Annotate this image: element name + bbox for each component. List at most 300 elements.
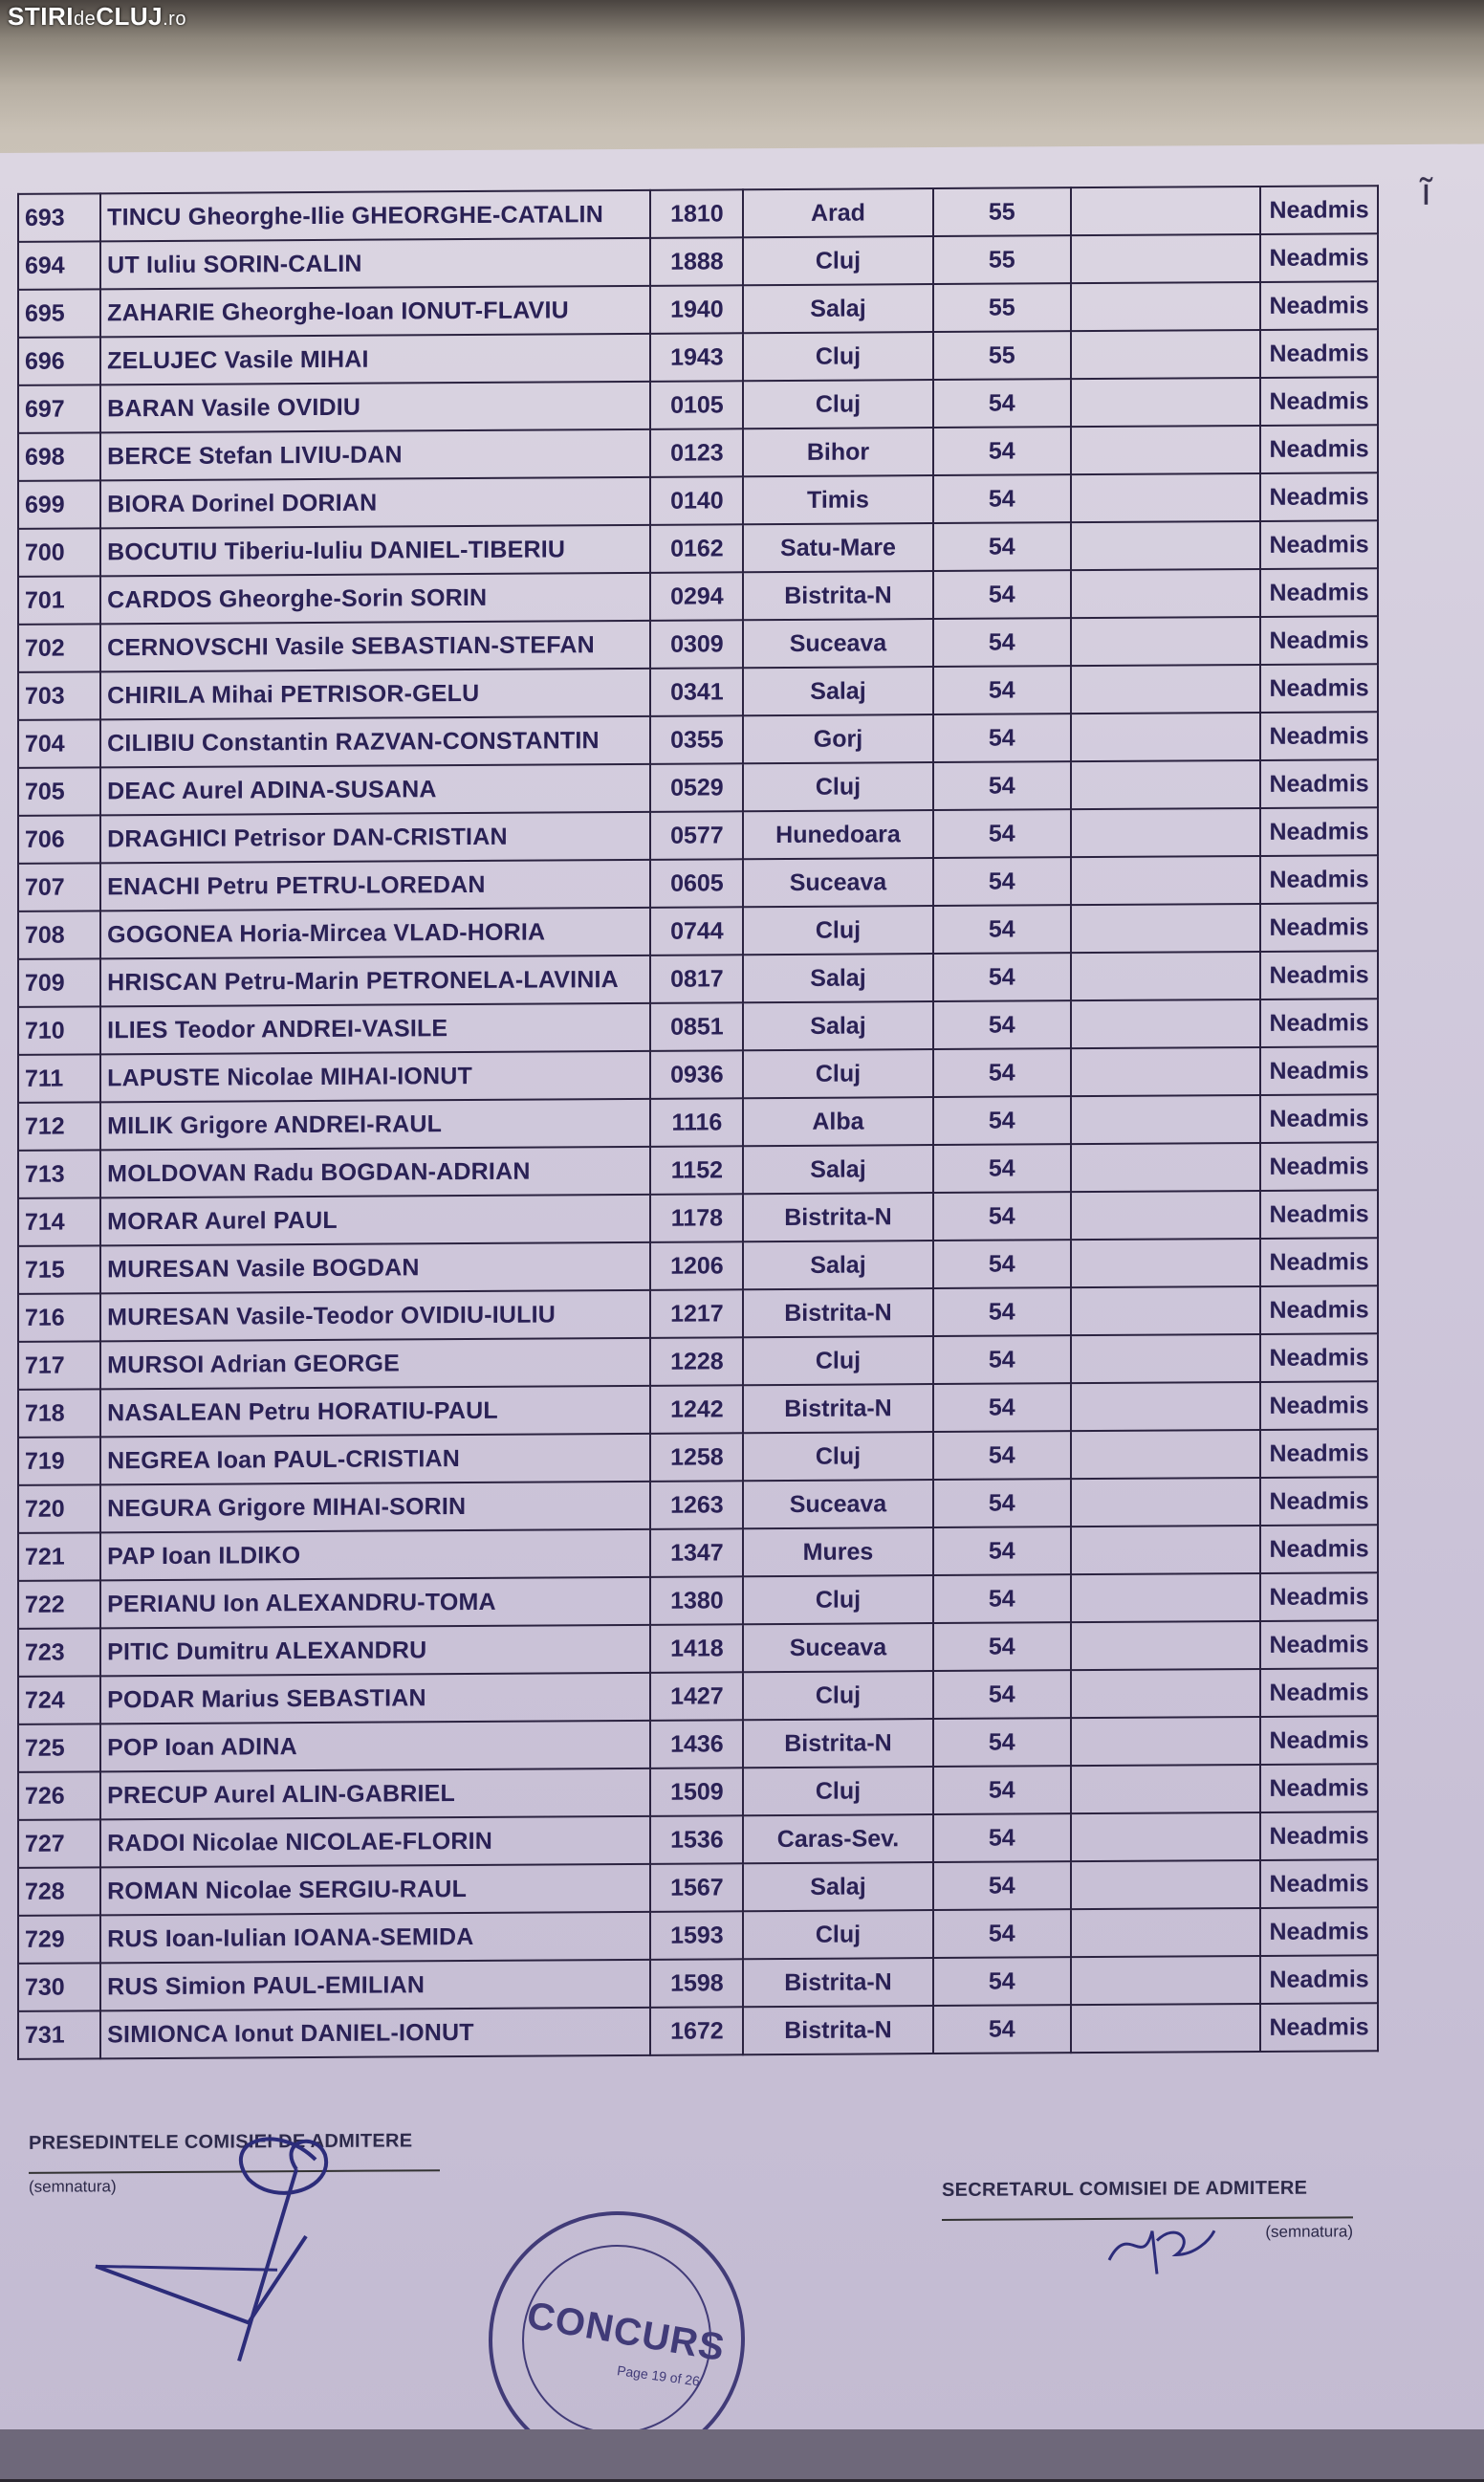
- table-row: [18, 712, 1378, 768]
- county-cell: Alba: [743, 1097, 932, 1146]
- score-cell: 54: [933, 761, 1071, 810]
- score-cell: 54: [933, 2005, 1071, 2054]
- county-cell: Suceava: [743, 1480, 932, 1528]
- empty-cell: [1071, 1860, 1260, 1909]
- stamp-word: CONCURS: [523, 2294, 729, 2370]
- candidate-name-cell: MOLDOVAN Radu BOGDAN-ADRIAN: [100, 1147, 650, 1198]
- score-cell: 54: [933, 1670, 1071, 1719]
- status-cell: Neadmis: [1260, 759, 1378, 808]
- watermark-stiri: STIRI: [8, 2, 74, 31]
- candidate-name-cell: ILIES Teodor ANDREI-VASILE: [100, 1003, 650, 1055]
- status-cell: Neadmis: [1260, 1142, 1378, 1191]
- candidate-code-cell: 1228: [650, 1337, 743, 1386]
- score-cell: 54: [933, 1957, 1071, 2006]
- county-cell: Cluj: [743, 332, 932, 381]
- candidate-code-cell: 1380: [650, 1576, 743, 1625]
- candidate-name-cell: PRECUP Aurel ALIN-GABRIEL: [100, 1768, 650, 1820]
- status-cell: Neadmis: [1260, 472, 1378, 521]
- table-row: [18, 472, 1378, 529]
- candidate-code-cell: 1258: [650, 1433, 743, 1482]
- score-cell: 54: [933, 857, 1071, 906]
- empty-cell: [1071, 473, 1260, 522]
- empty-cell: [1071, 187, 1260, 235]
- county-cell: Cluj: [743, 906, 932, 955]
- status-cell: Neadmis: [1260, 807, 1378, 856]
- row-number-cell: 731: [18, 2010, 100, 2059]
- candidate-code-cell: 1152: [650, 1146, 743, 1195]
- table-row: [18, 1094, 1378, 1151]
- row-number-cell: 725: [18, 1724, 100, 1772]
- score-cell: 54: [933, 1383, 1071, 1432]
- table-row: [18, 1907, 1378, 1964]
- candidate-name-cell: BOCUTIU Tiberiu-Iuliu DANIEL-TIBERIU: [100, 525, 650, 577]
- status-cell: Neadmis: [1260, 1477, 1378, 1526]
- row-number-cell: 698: [18, 432, 100, 481]
- row-number-cell: 705: [18, 767, 100, 816]
- candidate-name-cell: HRISCAN Petru-Marin PETRONELA-LAVINIA: [100, 955, 650, 1007]
- empty-cell: [1071, 1191, 1260, 1240]
- score-cell: 54: [933, 1574, 1071, 1623]
- status-cell: Neadmis: [1260, 616, 1378, 665]
- status-cell: Neadmis: [1260, 425, 1378, 473]
- row-number-cell: 710: [18, 1006, 100, 1055]
- table-row: [18, 664, 1378, 720]
- results-table-body: [18, 186, 1378, 2059]
- score-cell: 54: [933, 1192, 1071, 1241]
- score-cell: 54: [933, 1000, 1071, 1049]
- president-title: PRESEDINTELE COMISIEI DE ADMITERE: [29, 2130, 413, 2154]
- county-cell: Bihor: [743, 428, 932, 476]
- candidate-name-cell: BERCE Stefan LIVIU-DAN: [100, 429, 650, 481]
- candidate-name-cell: LAPUSTE Nicolae MIHAI-IONUT: [100, 1051, 650, 1103]
- candidate-code-cell: 1943: [650, 333, 743, 382]
- empty-cell: [1071, 1430, 1260, 1479]
- county-cell: Salaj: [743, 667, 932, 715]
- table-row: [18, 329, 1378, 385]
- candidate-code-cell: 1418: [650, 1624, 743, 1673]
- secretary-title: SECRETARUL COMISIEI DE ADMITERE: [942, 2177, 1308, 2201]
- row-number-cell: 699: [18, 480, 100, 529]
- empty-cell: [1071, 713, 1260, 761]
- county-cell: Cluj: [743, 1575, 932, 1624]
- row-number-cell: 713: [18, 1150, 100, 1198]
- score-cell: 54: [933, 474, 1071, 523]
- row-number-cell: 694: [18, 241, 100, 290]
- table-row: [18, 1620, 1378, 1677]
- row-number-cell: 709: [18, 958, 100, 1007]
- score-cell: 54: [933, 1240, 1071, 1288]
- score-cell: 54: [933, 379, 1071, 428]
- row-number-cell: 719: [18, 1437, 100, 1485]
- county-cell: Hunedoara: [743, 810, 932, 859]
- score-cell: 54: [933, 953, 1071, 1001]
- candidate-code-cell: 0577: [650, 811, 743, 860]
- row-number-cell: 714: [18, 1197, 100, 1246]
- empty-cell: [1071, 904, 1260, 953]
- status-cell: Neadmis: [1260, 1525, 1378, 1573]
- candidate-code-cell: 0140: [650, 476, 743, 525]
- empty-cell: [1071, 330, 1260, 379]
- candidate-code-cell: 0309: [650, 620, 743, 669]
- row-number-cell: 703: [18, 671, 100, 720]
- status-cell: Neadmis: [1260, 1812, 1378, 1860]
- candidate-code-cell: 1263: [650, 1481, 743, 1529]
- row-number-cell: 706: [18, 815, 100, 864]
- empty-cell: [1071, 760, 1260, 809]
- county-cell: Satu-Mare: [743, 523, 932, 572]
- row-number-cell: 697: [18, 384, 100, 433]
- county-cell: Salaj: [743, 1862, 932, 1911]
- status-cell: Neadmis: [1260, 1859, 1378, 1908]
- empty-cell: [1071, 282, 1260, 331]
- row-number-cell: 712: [18, 1102, 100, 1151]
- status-cell: Neadmis: [1260, 1190, 1378, 1239]
- table-row: [18, 1046, 1378, 1103]
- score-cell: 54: [933, 618, 1071, 667]
- table-row: [18, 186, 1378, 242]
- score-cell: 55: [933, 331, 1071, 380]
- empty-cell: [1071, 1621, 1260, 1670]
- document-sheet: [0, 144, 1484, 2444]
- status-cell: Neadmis: [1260, 903, 1378, 952]
- row-number-cell: 707: [18, 863, 100, 912]
- candidate-code-cell: 0123: [650, 428, 743, 477]
- score-cell: 55: [933, 187, 1071, 236]
- score-cell: 54: [933, 1335, 1071, 1384]
- row-number-cell: 704: [18, 719, 100, 768]
- empty-cell: [1071, 1717, 1260, 1766]
- table-row: [18, 1429, 1378, 1485]
- status-cell: Neadmis: [1260, 951, 1378, 999]
- candidate-code-cell: 1567: [650, 1863, 743, 1912]
- county-cell: Arad: [743, 188, 932, 237]
- empty-cell: [1071, 1239, 1260, 1287]
- candidate-name-cell: ZAHARIE Gheorghe-Ioan IONUT-FLAVIU: [100, 286, 650, 338]
- candidate-name-cell: BARAN Vasile OVIDIU: [100, 382, 650, 433]
- candidate-code-cell: 1116: [650, 1098, 743, 1147]
- empty-cell: [1071, 1812, 1260, 1861]
- status-cell: Neadmis: [1260, 233, 1378, 282]
- table-row: [18, 855, 1378, 912]
- candidate-name-cell: CARDOS Gheorghe-Sorin SORIN: [100, 573, 650, 625]
- table-row: [18, 233, 1378, 290]
- candidate-code-cell: 1178: [650, 1194, 743, 1242]
- table-row: [18, 999, 1378, 1055]
- county-cell: Gorj: [743, 714, 932, 763]
- candidate-code-cell: 0936: [650, 1050, 743, 1099]
- score-cell: 54: [933, 1048, 1071, 1097]
- empty-cell: [1071, 952, 1260, 1000]
- table-row: [18, 425, 1378, 481]
- row-number-cell: 724: [18, 1676, 100, 1724]
- score-cell: 54: [933, 1431, 1071, 1480]
- president-signature-caption: (semnatura): [29, 2177, 117, 2196]
- row-number-cell: 717: [18, 1341, 100, 1390]
- table-row: [18, 1190, 1378, 1246]
- row-number-cell: 693: [18, 193, 100, 242]
- row-number-cell: 727: [18, 1819, 100, 1868]
- candidate-code-cell: 1888: [650, 237, 743, 286]
- secretary-signature-caption: (semnatura): [1265, 2222, 1353, 2241]
- county-cell: Cluj: [743, 1910, 932, 1959]
- status-cell: Neadmis: [1260, 1238, 1378, 1286]
- row-number-cell: 696: [18, 337, 100, 385]
- county-cell: Bistrita-N: [743, 571, 932, 620]
- candidate-code-cell: 1810: [650, 189, 743, 238]
- candidate-code-cell: 1436: [650, 1720, 743, 1768]
- table-row: [18, 1381, 1378, 1438]
- score-cell: 54: [933, 1813, 1071, 1862]
- empty-cell: [1071, 1573, 1260, 1622]
- score-cell: 54: [933, 714, 1071, 762]
- status-cell: Neadmis: [1260, 1716, 1378, 1765]
- candidate-name-cell: ENACHI Petru PETRU-LOREDAN: [100, 860, 650, 912]
- table-row: [18, 616, 1378, 672]
- candidate-name-cell: PODAR Marius SEBASTIAN: [100, 1673, 650, 1724]
- table-row: [18, 568, 1378, 625]
- row-number-cell: 730: [18, 1963, 100, 2011]
- county-cell: Cluj: [743, 1049, 932, 1098]
- empty-cell: [1071, 1143, 1260, 1192]
- candidate-code-cell: 1206: [650, 1241, 743, 1290]
- watermark-cluj: CLUJ: [96, 2, 164, 31]
- candidate-name-cell: BIORA Dorinel DORIAN: [100, 477, 650, 529]
- candidate-code-cell: 0355: [650, 715, 743, 764]
- row-number-cell: 716: [18, 1293, 100, 1342]
- score-cell: 54: [933, 905, 1071, 954]
- candidate-name-cell: MURSOI Adrian GEORGE: [100, 1338, 650, 1390]
- score-cell: 54: [933, 1861, 1071, 1910]
- candidate-code-cell: 0162: [650, 524, 743, 573]
- county-cell: Bistrita-N: [743, 2006, 932, 2054]
- county-cell: Suceava: [743, 1623, 932, 1672]
- score-cell: 55: [933, 235, 1071, 284]
- empty-cell: [1071, 521, 1260, 570]
- county-cell: Cluj: [743, 1671, 932, 1720]
- candidate-name-cell: POP Ioan ADINA: [100, 1721, 650, 1772]
- candidate-code-cell: 1509: [650, 1768, 743, 1816]
- table-row: [18, 807, 1378, 864]
- candidate-code-cell: 0817: [650, 955, 743, 1003]
- bottom-edge: [0, 2429, 1484, 2479]
- candidate-name-cell: SIMIONCA Ionut DANIEL-IONUT: [100, 2008, 650, 2059]
- row-number-cell: 695: [18, 289, 100, 338]
- empty-cell: [1071, 665, 1260, 714]
- empty-cell: [1071, 617, 1260, 666]
- score-cell: 55: [933, 283, 1071, 332]
- row-number-cell: 729: [18, 1915, 100, 1964]
- candidate-name-cell: ZELUJEC Vasile MIHAI: [100, 334, 650, 385]
- candidate-code-cell: 1593: [650, 1911, 743, 1960]
- candidate-code-cell: 0605: [650, 859, 743, 908]
- candidate-name-cell: NASALEAN Petru HORATIU-PAUL: [100, 1386, 650, 1438]
- row-number-cell: 728: [18, 1867, 100, 1916]
- row-number-cell: 721: [18, 1532, 100, 1581]
- candidate-name-cell: UT Iuliu SORIN-CALIN: [100, 238, 650, 290]
- score-cell: 54: [933, 522, 1071, 571]
- status-cell: Neadmis: [1260, 664, 1378, 713]
- candidate-name-cell: PITIC Dumitru ALEXANDRU: [100, 1625, 650, 1677]
- candidate-name-cell: MORAR Aurel PAUL: [100, 1195, 650, 1246]
- table-row: [18, 1333, 1378, 1390]
- table-row: [18, 1764, 1378, 1820]
- empty-cell: [1071, 1478, 1260, 1527]
- county-cell: Bistrita-N: [743, 1384, 932, 1433]
- score-cell: 54: [933, 1766, 1071, 1814]
- status-cell: Neadmis: [1260, 329, 1378, 378]
- empty-cell: [1071, 1095, 1260, 1144]
- status-cell: Neadmis: [1260, 1620, 1378, 1669]
- candidate-code-cell: 0744: [650, 907, 743, 955]
- candidate-name-cell: DEAC Aurel ADINA-SUSANA: [100, 764, 650, 816]
- candidate-name-cell: RUS Ioan-Iulian IOANA-SEMIDA: [100, 1912, 650, 1964]
- row-number-cell: 708: [18, 911, 100, 959]
- status-cell: Neadmis: [1260, 2003, 1378, 2052]
- row-number-cell: 711: [18, 1054, 100, 1103]
- corner-pen-mark: ĩ: [1420, 170, 1431, 213]
- score-cell: 54: [933, 1287, 1071, 1336]
- table-row: [18, 1955, 1378, 2011]
- status-cell: Neadmis: [1260, 1333, 1378, 1382]
- row-number-cell: 715: [18, 1245, 100, 1294]
- table-row: [18, 1716, 1378, 1772]
- score-cell: 54: [933, 1622, 1071, 1671]
- watermark-ro: .ro: [163, 9, 186, 30]
- candidate-name-cell: PERIANU Ion ALEXANDRU-TOMA: [100, 1577, 650, 1629]
- president-handwritten-signature: [86, 2101, 449, 2381]
- candidate-name-cell: MURESAN Vasile-Teodor OVIDIU-IULIU: [100, 1290, 650, 1342]
- table-row: [18, 281, 1378, 338]
- county-cell: Salaj: [743, 1145, 932, 1194]
- candidate-name-cell: CHIRILA Mihai PETRISOR-GELU: [100, 669, 650, 720]
- candidate-code-cell: 1536: [650, 1815, 743, 1864]
- candidate-name-cell: DRAGHICI Petrisor DAN-CRISTIAN: [100, 812, 650, 864]
- county-cell: Suceava: [743, 858, 932, 907]
- empty-cell: [1071, 808, 1260, 857]
- empty-cell: [1071, 1334, 1260, 1383]
- county-cell: Bistrita-N: [743, 1958, 932, 2007]
- county-cell: Timis: [743, 475, 932, 524]
- candidate-name-cell: TINCU Gheorghe-Ilie GHEORGHE-CATALIN: [100, 190, 650, 242]
- candidate-code-cell: 1347: [650, 1528, 743, 1577]
- empty-cell: [1071, 1526, 1260, 1574]
- table-row: [18, 520, 1378, 577]
- candidate-name-cell: PAP Ioan ILDIKO: [100, 1529, 650, 1581]
- table-row: [18, 377, 1378, 433]
- row-number-cell: 701: [18, 576, 100, 625]
- table-row: [18, 1668, 1378, 1724]
- candidate-name-cell: NEGREA Ioan PAUL-CRISTIAN: [100, 1434, 650, 1485]
- site-watermark: [8, 2, 186, 38]
- table-row: [18, 1477, 1378, 1533]
- status-cell: Neadmis: [1260, 1094, 1378, 1143]
- county-cell: Salaj: [743, 1001, 932, 1050]
- table-row: [18, 1238, 1378, 1294]
- row-number-cell: 723: [18, 1628, 100, 1677]
- candidate-code-cell: 1242: [650, 1385, 743, 1434]
- candidate-code-cell: 1598: [650, 1959, 743, 2008]
- row-number-cell: 722: [18, 1580, 100, 1629]
- candidate-name-cell: RUS Simion PAUL-EMILIAN: [100, 1960, 650, 2011]
- table-row: [18, 951, 1378, 1007]
- status-cell: Neadmis: [1260, 855, 1378, 904]
- table-row: [18, 1525, 1378, 1581]
- county-cell: Cluj: [743, 236, 932, 285]
- candidate-name-cell: ROMAN Nicolae SERGIU-RAUL: [100, 1864, 650, 1916]
- candidate-code-cell: 0851: [650, 1002, 743, 1051]
- status-cell: Neadmis: [1260, 1764, 1378, 1812]
- empty-cell: [1071, 378, 1260, 427]
- table-row: [18, 903, 1378, 959]
- candidate-name-cell: GOGONEA Horia-Mircea VLAD-HORIA: [100, 908, 650, 959]
- status-cell: Neadmis: [1260, 1381, 1378, 1430]
- candidate-name-cell: NEGURA Grigore MIHAI-SORIN: [100, 1482, 650, 1533]
- empty-cell: [1071, 1669, 1260, 1718]
- candidate-code-cell: 0529: [650, 763, 743, 812]
- score-cell: 54: [933, 1527, 1071, 1575]
- score-cell: 54: [933, 427, 1071, 475]
- candidate-name-cell: MILIK Grigore ANDREI-RAUL: [100, 1099, 650, 1151]
- empty-cell: [1071, 1382, 1260, 1431]
- row-number-cell: 702: [18, 624, 100, 672]
- candidate-code-cell: 1217: [650, 1289, 743, 1338]
- status-cell: Neadmis: [1260, 568, 1378, 617]
- county-cell: Suceava: [743, 619, 932, 668]
- empty-cell: [1071, 234, 1260, 283]
- score-cell: 54: [933, 1479, 1071, 1527]
- watermark-de: de: [73, 9, 97, 30]
- row-number-cell: 700: [18, 528, 100, 577]
- county-cell: Bistrita-N: [743, 1288, 932, 1337]
- table-row: [18, 1572, 1378, 1629]
- page-number: Page 19 of 26: [616, 2362, 701, 2389]
- county-cell: Cluj: [743, 762, 932, 811]
- status-cell: Neadmis: [1260, 712, 1378, 760]
- candidate-name-cell: RADOI Nicolae NICOLAE-FLORIN: [100, 1816, 650, 1868]
- table-row: [18, 1859, 1378, 1916]
- county-cell: Bistrita-N: [743, 1193, 932, 1241]
- status-cell: Neadmis: [1260, 1572, 1378, 1621]
- candidate-code-cell: 1427: [650, 1672, 743, 1721]
- score-cell: 54: [933, 809, 1071, 858]
- county-cell: Mures: [743, 1527, 932, 1576]
- empty-cell: [1071, 999, 1260, 1048]
- empty-cell: [1071, 1047, 1260, 1096]
- status-cell: Neadmis: [1260, 999, 1378, 1047]
- score-cell: 54: [933, 1718, 1071, 1767]
- table-row: [18, 1812, 1378, 1868]
- county-cell: Cluj: [743, 1432, 932, 1481]
- status-cell: Neadmis: [1260, 1955, 1378, 2004]
- empty-cell: [1071, 2004, 1260, 2053]
- score-cell: 54: [933, 570, 1071, 619]
- status-cell: Neadmis: [1260, 377, 1378, 426]
- county-cell: Cluj: [743, 1336, 932, 1385]
- empty-cell: [1071, 1908, 1260, 1957]
- table-row: [18, 759, 1378, 816]
- county-cell: Salaj: [743, 954, 932, 1002]
- candidate-code-cell: 0105: [650, 381, 743, 429]
- candidate-name-cell: CILIBIU Constantin RAZVAN-CONSTANTIN: [100, 716, 650, 768]
- candidate-code-cell: 1940: [650, 285, 743, 334]
- row-number-cell: 720: [18, 1484, 100, 1533]
- secretary-handwritten-signature: [1100, 2211, 1224, 2289]
- empty-cell: [1071, 426, 1260, 474]
- status-cell: Neadmis: [1260, 520, 1378, 569]
- county-cell: Salaj: [743, 1241, 932, 1289]
- row-number-cell: 726: [18, 1771, 100, 1820]
- status-cell: Neadmis: [1260, 186, 1378, 234]
